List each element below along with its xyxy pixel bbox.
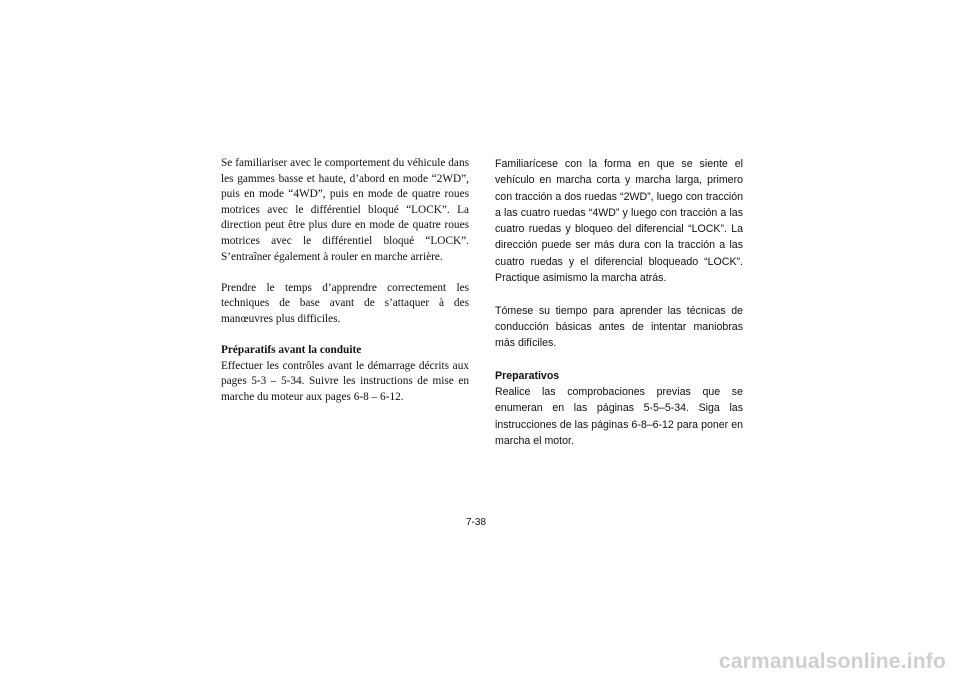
french-paragraph-2: Prendre le temps d’apprendre correctement les techniques de base avant de s’attaquer à des manœuvres plus difficiles.	[221, 281, 469, 325]
watermark: carmanualsonline.info	[718, 650, 946, 673]
page-number: 7-38	[466, 517, 487, 528]
french-paragraph-3: Effectuer les contrôles avant le démarrage décrits aux pages 5-3 – 5-34. Suivre les instructions de mise en marche du moteur aux pages 6-8 – 6-12.	[221, 359, 469, 403]
spanish-column	[495, 156, 743, 466]
spanish-paragraph-3: Realice las comprobaciones previas que se enumeran en las páginas 5-5–5-34. Siga las instrucciones de las páginas 6-8–6-12 para poner en marcha el motor.	[495, 386, 743, 448]
french-heading: Préparatifs avant la conduite	[221, 344, 362, 357]
spanish-heading: Preparativos	[495, 369, 560, 382]
spanish-paragraph-2: Tómese su tiempo para aprender las técnicas de conducción básicas antes de intentar maniobras más difíciles.	[495, 304, 743, 350]
french-paragraph-1: Se familiariser avec le comportement du véhicule dans les gammes basse et haute, d’abord en mode “2WD”, puis en mode “4WD”, puis en mode de quatre roues motrices avec le différentiel bloqué “LOCK”. La direction peut être plus dure en mode de quatre roues motrices avec le différentiel bloqué “LOCK”. S’entraîner également à rouler en marche arrière.	[221, 157, 469, 263]
spanish-paragraph-1: Familiarícese con la forma en que se siente el vehículo en marcha corta y marcha larga, primero con tracción a dos ruedas “2WD”, luego con tracción a las cuatro ruedas “4WD” y luego con tracción a las cuatro ruedas y bloqueo del diferencial “LOCK”. La dirección puede ser más dura con la tracción a las cuatro ruedas y el diferencial bloqueado “LOCK”. Practique asimismo la marcha atrás.	[495, 158, 743, 285]
spanish-section	[495, 368, 743, 449]
french-section	[221, 343, 469, 405]
french-column	[221, 156, 469, 421]
